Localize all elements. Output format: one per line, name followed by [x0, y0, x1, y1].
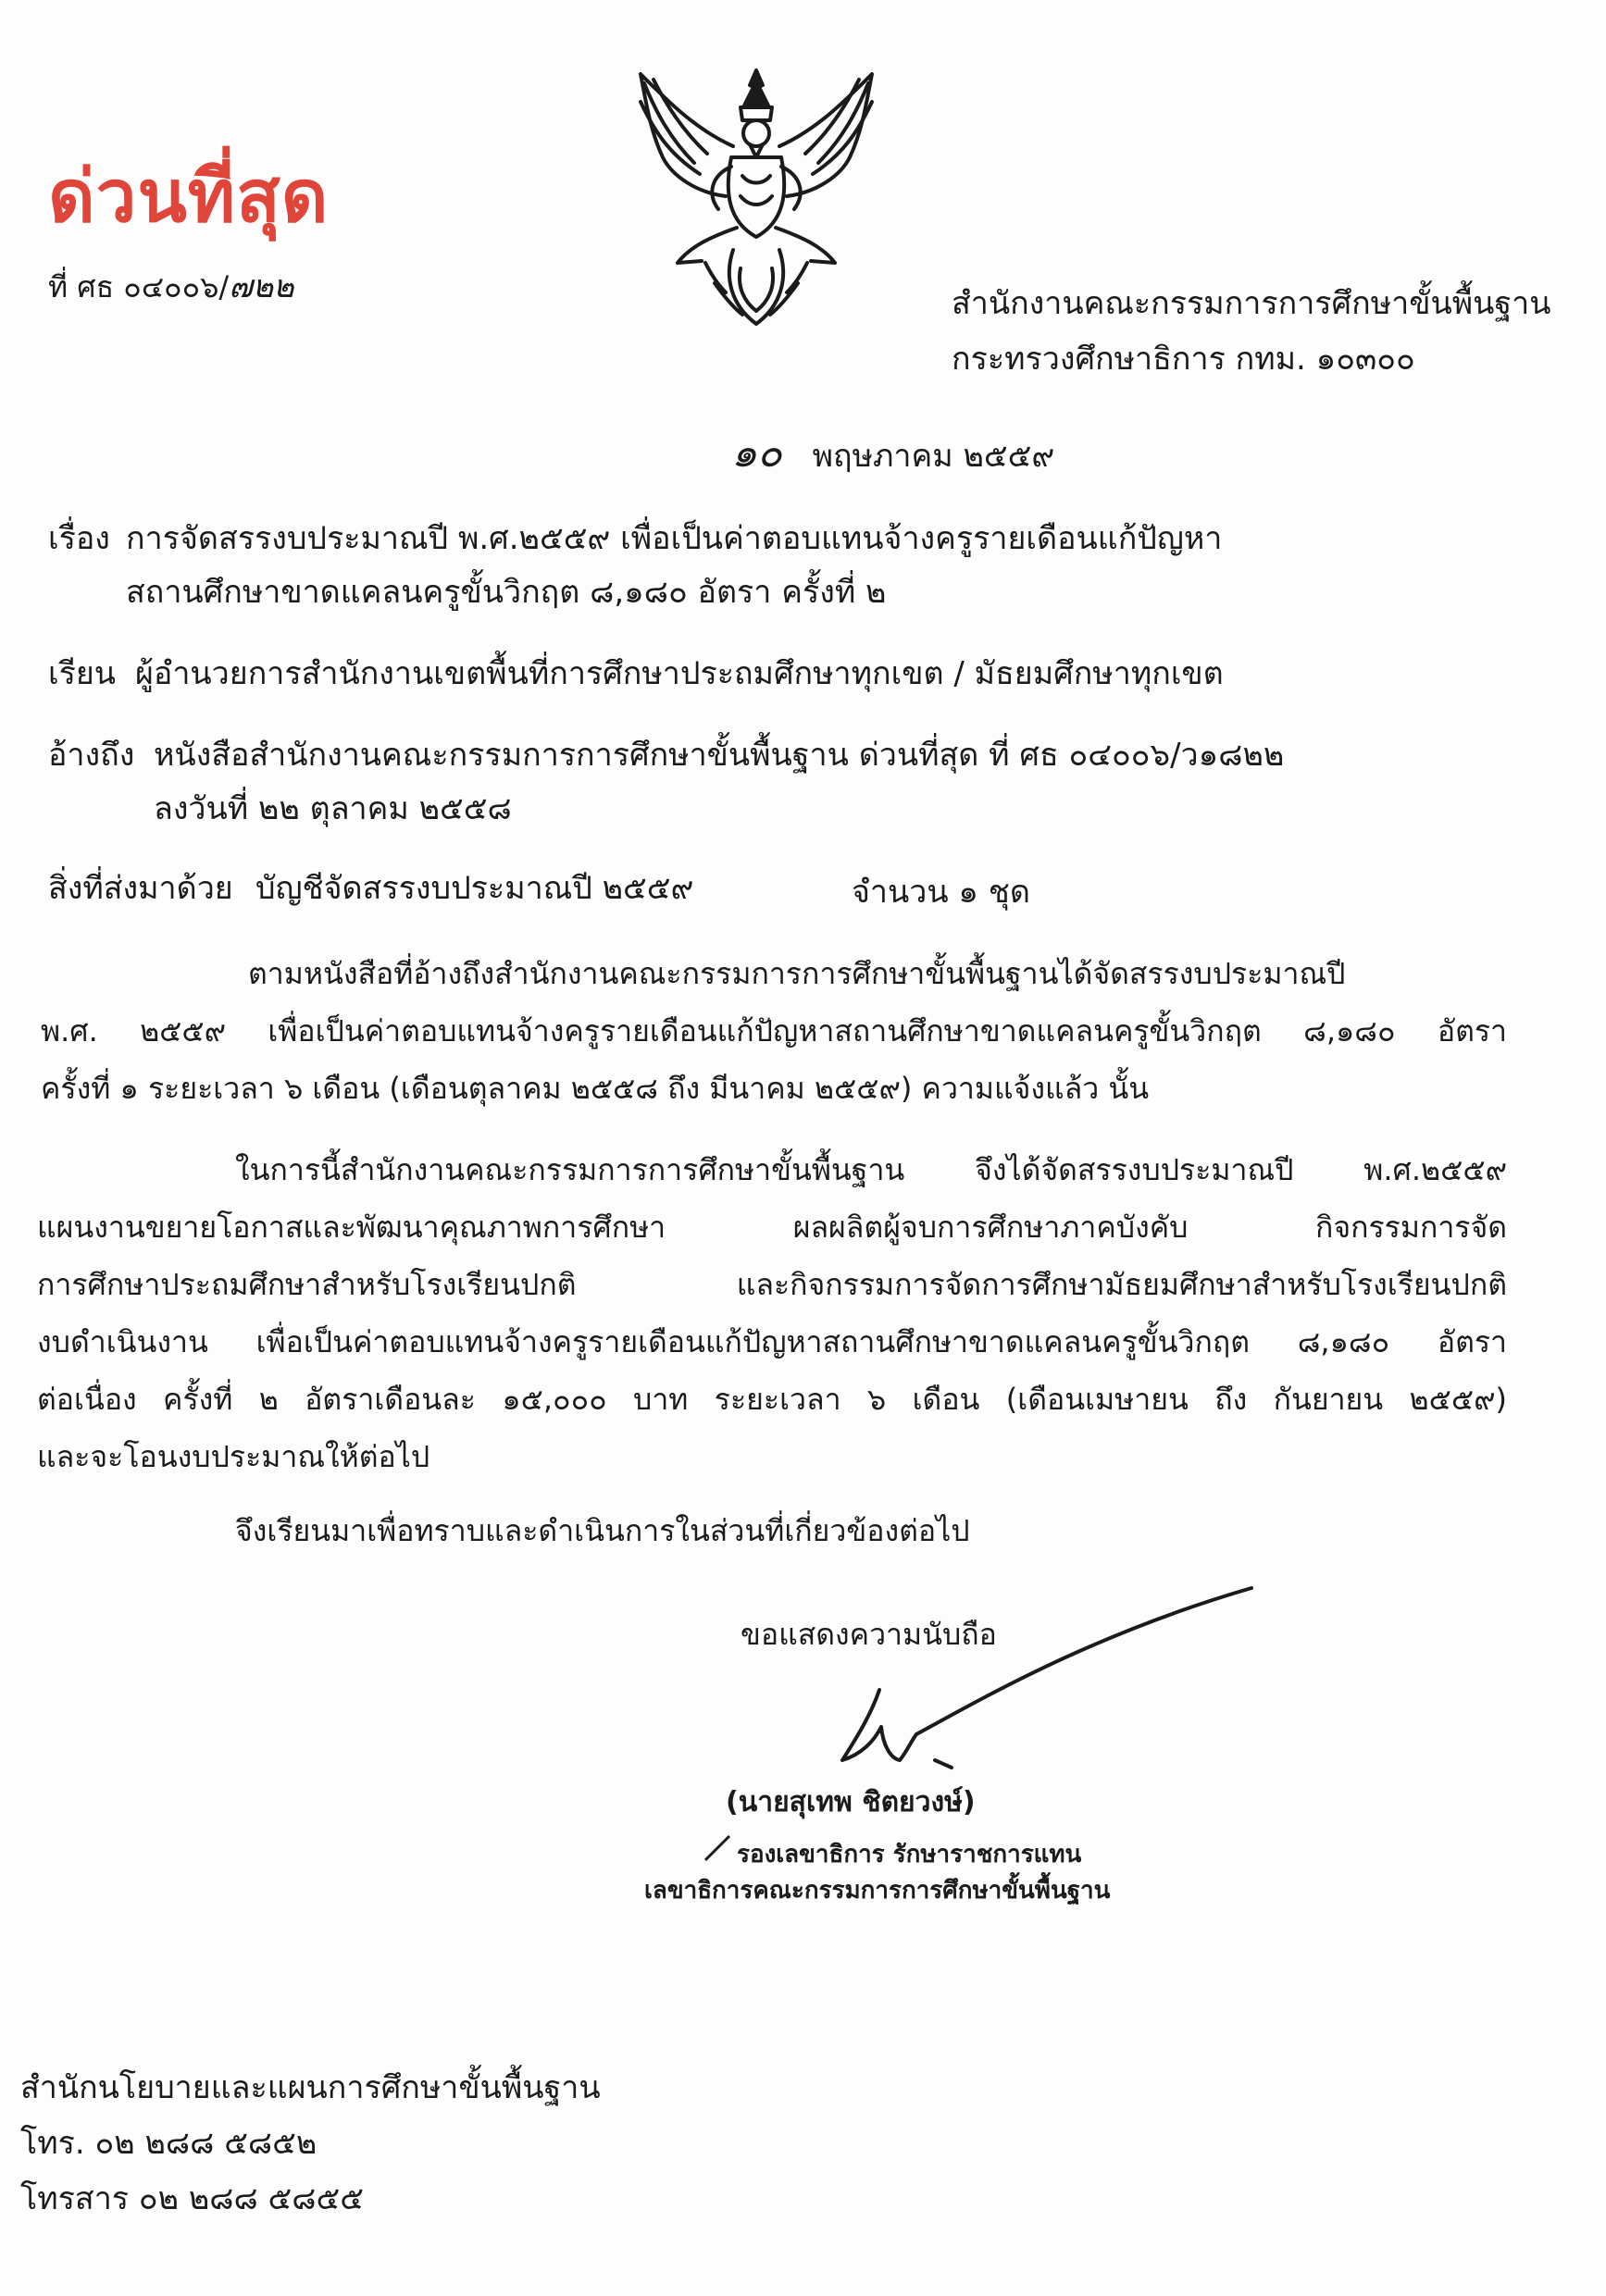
date-day-handwritten: ๑๐: [731, 429, 782, 477]
letter-date: [731, 429, 1055, 477]
enclosure-label: สิ่งที่ส่งมาด้วย: [48, 870, 233, 907]
addressee-label: เรียน: [48, 655, 117, 692]
para2-line-3: การศึกษาประถมศึกษาสำหรับโรงเรียนปกติ และกิจกรรมการจัดการศึกษามัธยมศึกษาสำหรับโรงเรียนปกติ: [37, 1267, 1507, 1302]
para1-line-3: ครั้งที่ ๑ ระยะเวลา ๖ เดือน (เดือนตุลาคม ๒๕๕๘ ถึง มีนาคม ๒๕๕๙) ความแจ้งแล้ว นั้น: [41, 1071, 1150, 1106]
signatory-title-2: เลขาธิการคณะกรรมการการศึกษาขั้นพื้นฐาน: [644, 1877, 1111, 1905]
ref-number: [48, 267, 294, 307]
footer-phone: โทร. ๐๒ ๒๘๘ ๕๘๕๒: [20, 2125, 317, 2162]
office-name: สำนักงานคณะกรรมการการศึกษาขั้นพื้นฐาน: [952, 285, 1551, 322]
para2-line-4: งบดำเนินงาน เพื่อเป็นค่าตอบแทนจ้างครูรายเดือนแก้ปัญหาสถานศึกษาขาดแคลนครูขั้นวิกฤต ๘,๑๘๐ อัตรา: [37, 1324, 1508, 1359]
subject-line-1: การจัดสรรงบประมาณปี พ.ศ.๒๕๕๙ เพื่อเป็นค่าตอบแทนจ้างครูรายเดือนแก้ปัญหา: [126, 520, 1223, 557]
subject-label: เรื่อง: [48, 520, 110, 557]
para1-line-1: ตามหนังสือที่อ้างถึงสำนักงานคณะกรรมการการศึกษาขั้นพื้นฐานได้จัดสรรงบประมาณปี: [248, 956, 1346, 991]
signature-icon: [815, 1579, 1259, 1782]
reference-label: อ้างถึง: [48, 737, 135, 774]
subject-line-2: สถานศึกษาขาดแคลนครูขั้นวิกฤต ๘,๑๘๐ อัตรา ครั้งที่ ๒: [126, 574, 887, 611]
garuda-emblem-icon: [622, 65, 890, 333]
signatory-title-1-text: รองเลขาธิการ รักษาราชการแทน: [737, 1841, 1082, 1868]
footer-fax: โทรสาร ๐๒ ๒๘๘ ๕๘๕๕: [20, 2180, 364, 2217]
enclosure-text: บัญชีจัดสรรงบประมาณปี ๒๕๕๙: [255, 870, 694, 907]
reference-line-2: ลงวันที่ ๒๒ ตุลาคม ๒๕๕๘: [154, 790, 512, 827]
para2-line-2: แผนงานขยายโอกาสและพัฒนาคุณภาพการศึกษา ผลผลิตผู้จบการศึกษาภาคบังคับ กิจกรรมการจัด: [37, 1210, 1507, 1245]
ref-number-handwritten: ๗๒๒: [229, 268, 294, 305]
footer-department: สำนักนโยบายและแผนการศึกษาขั้นพื้นฐาน: [20, 2069, 601, 2106]
addressee: ผู้อำนวยการสำนักงานเขตพื้นที่การศึกษาประถมศึกษาทุกเขต / มัธยมศึกษาทุกเขต: [135, 655, 1224, 692]
signatory-name: (นายสุเทพ ชิตยวงษ์): [726, 1786, 976, 1818]
ref-number-printed: ที่ ศธ ๐๔๐๐๖/: [48, 269, 230, 304]
para2-line-1: ในการนี้สำนักงานคณะกรรมการการศึกษาขั้นพื้นฐาน จึงได้จัดสรรงบประมาณปี พ.ศ.๒๕๕๙: [235, 1152, 1507, 1187]
enclosure-quantity: จำนวน ๑ ชุด: [852, 874, 1030, 911]
reference-line-1: หนังสือสำนักงานคณะกรรมการการศึกษาขั้นพื้นฐาน ด่วนที่สุด ที่ ศธ ๐๔๐๐๖/ว๑๘๒๒: [154, 737, 1285, 774]
para2-line-6: และจะโอนงบประมาณให้ต่อไป: [37, 1439, 430, 1474]
para1-line-2: พ.ศ. ๒๕๕๙ เพื่อเป็นค่าตอบแทนจ้างครูรายเดือนแก้ปัญหาสถานศึกษาขาดแคลนครูขั้นวิกฤต ๘,๑๘๐ อัตรา: [41, 1013, 1507, 1049]
salutation: ขอแสดงความนับถือ: [741, 1617, 997, 1652]
closing-sentence: จึงเรียนมาเพื่อทราบและดำเนินการในส่วนที่เกี่ยวข้องต่อไป: [235, 1513, 970, 1548]
date-month-year: พฤษภาคม ๒๕๕๙: [812, 438, 1055, 475]
signatory-title-1: [703, 1834, 1081, 1870]
office-address: กระทรวงศึกษาธิการ กทม. ๑๐๓๐๐: [952, 341, 1415, 378]
para2-line-5: ต่อเนื่อง ครั้งที่ ๒ อัตราเดือนละ ๑๕,๐๐๐ บาท ระยะเวลา ๖ เดือน (เดือนเมษายน ถึง กันยายน ๒๕๕๙): [37, 1382, 1507, 1417]
checkmark-slash-icon: [703, 1834, 731, 1862]
urgency-stamp: ด่วนที่สุด: [48, 155, 330, 239]
